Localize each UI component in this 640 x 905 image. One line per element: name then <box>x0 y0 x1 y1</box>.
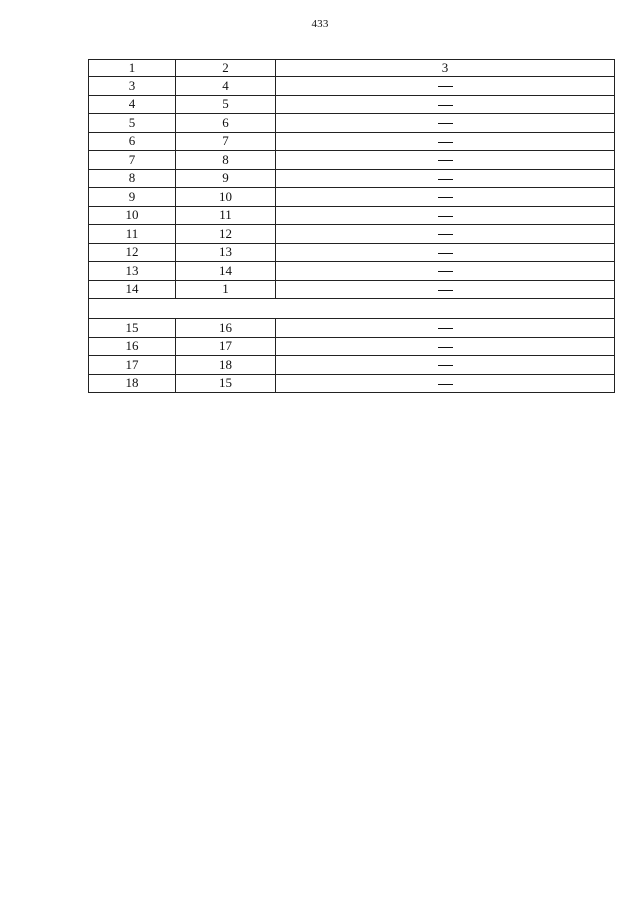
header-cell-col2: 2 <box>176 60 276 77</box>
table-row <box>89 114 615 133</box>
table-cell-col3 <box>276 337 615 356</box>
table-row <box>89 188 615 207</box>
table-row <box>89 132 615 151</box>
table-cell-col3 <box>276 169 615 188</box>
table-cell-col1: 15 <box>89 319 176 338</box>
table-cell-col3 <box>276 374 615 393</box>
table-cell-col1: 13 <box>89 262 176 281</box>
table-cell-col3 <box>276 225 615 244</box>
table-body <box>89 60 615 393</box>
header-cell-col1: 1 <box>89 60 176 77</box>
table-cell-col2: 10 <box>176 188 276 207</box>
dash-mark <box>438 347 453 348</box>
data-table-container <box>88 59 614 393</box>
table-row <box>89 262 615 281</box>
table-cell-col2: 7 <box>176 132 276 151</box>
table-row <box>89 337 615 356</box>
table-row <box>89 319 615 338</box>
table-cell-col3 <box>276 188 615 207</box>
table-row <box>89 151 615 170</box>
dash-mark <box>438 105 453 106</box>
table-cell-col2: 17 <box>176 337 276 356</box>
dash-mark <box>438 290 453 291</box>
table-cell-col1: 16 <box>89 337 176 356</box>
table-cell-col2: 15 <box>176 374 276 393</box>
table-row <box>89 225 615 244</box>
table-cell-col2: 9 <box>176 169 276 188</box>
dash-mark <box>438 253 453 254</box>
table-row <box>89 95 615 114</box>
table-cell-col2: 1 <box>176 280 276 299</box>
table-cell-col3 <box>276 151 615 170</box>
table-cell-col3 <box>276 114 615 133</box>
table-cell-col3 <box>276 132 615 151</box>
table-cell-col1: 14 <box>89 280 176 299</box>
table-cell-col1: 12 <box>89 243 176 262</box>
dash-mark <box>438 384 453 385</box>
table-row <box>89 243 615 262</box>
table-row <box>89 280 615 299</box>
dash-mark <box>438 86 453 87</box>
table-separator-row <box>89 299 615 319</box>
dash-mark <box>438 216 453 217</box>
table-row <box>89 356 615 375</box>
table-cell-col1: 4 <box>89 95 176 114</box>
table-cell-col2: 16 <box>176 319 276 338</box>
table-cell-col3 <box>276 356 615 375</box>
table-cell-col2: 13 <box>176 243 276 262</box>
table-cell-col3 <box>276 77 615 96</box>
table-header-row <box>89 60 615 77</box>
table-cell-col1: 18 <box>89 374 176 393</box>
table-cell-col3 <box>276 206 615 225</box>
table-cell-col2: 12 <box>176 225 276 244</box>
table-cell-col3 <box>276 243 615 262</box>
table-cell-col2: 5 <box>176 95 276 114</box>
table-row <box>89 206 615 225</box>
table-cell-col2: 4 <box>176 77 276 96</box>
dash-mark <box>438 179 453 180</box>
table-row <box>89 374 615 393</box>
table-row <box>89 169 615 188</box>
table-cell-col1: 7 <box>89 151 176 170</box>
dash-mark <box>438 271 453 272</box>
table-cell-col1: 9 <box>89 188 176 207</box>
table-cell-col1: 5 <box>89 114 176 133</box>
table-cell-col3 <box>276 95 615 114</box>
table-cell-col1: 11 <box>89 225 176 244</box>
table-cell-col3 <box>276 280 615 299</box>
dash-mark <box>438 365 453 366</box>
table-cell-col2: 6 <box>176 114 276 133</box>
table-cell-col2: 8 <box>176 151 276 170</box>
table-cell-col2: 18 <box>176 356 276 375</box>
table-cell-col2: 11 <box>176 206 276 225</box>
dash-mark <box>438 142 453 143</box>
page-number: 433 <box>311 18 329 30</box>
table-cell-col3 <box>276 262 615 281</box>
table-cell-col1: 3 <box>89 77 176 96</box>
dash-mark <box>438 234 453 235</box>
table-cell-col1: 6 <box>89 132 176 151</box>
dash-mark <box>438 197 453 198</box>
dash-mark <box>438 160 453 161</box>
separator-cell <box>89 299 615 319</box>
table-cell-col1: 8 <box>89 169 176 188</box>
data-table <box>88 59 615 393</box>
table-cell-col2: 14 <box>176 262 276 281</box>
table-cell-col1: 17 <box>89 356 176 375</box>
table-cell-col1: 10 <box>89 206 176 225</box>
table-row <box>89 77 615 96</box>
dash-mark <box>438 328 453 329</box>
header-cell-col3: 3 <box>276 60 615 77</box>
table-cell-col3 <box>276 319 615 338</box>
dash-mark <box>438 123 453 124</box>
